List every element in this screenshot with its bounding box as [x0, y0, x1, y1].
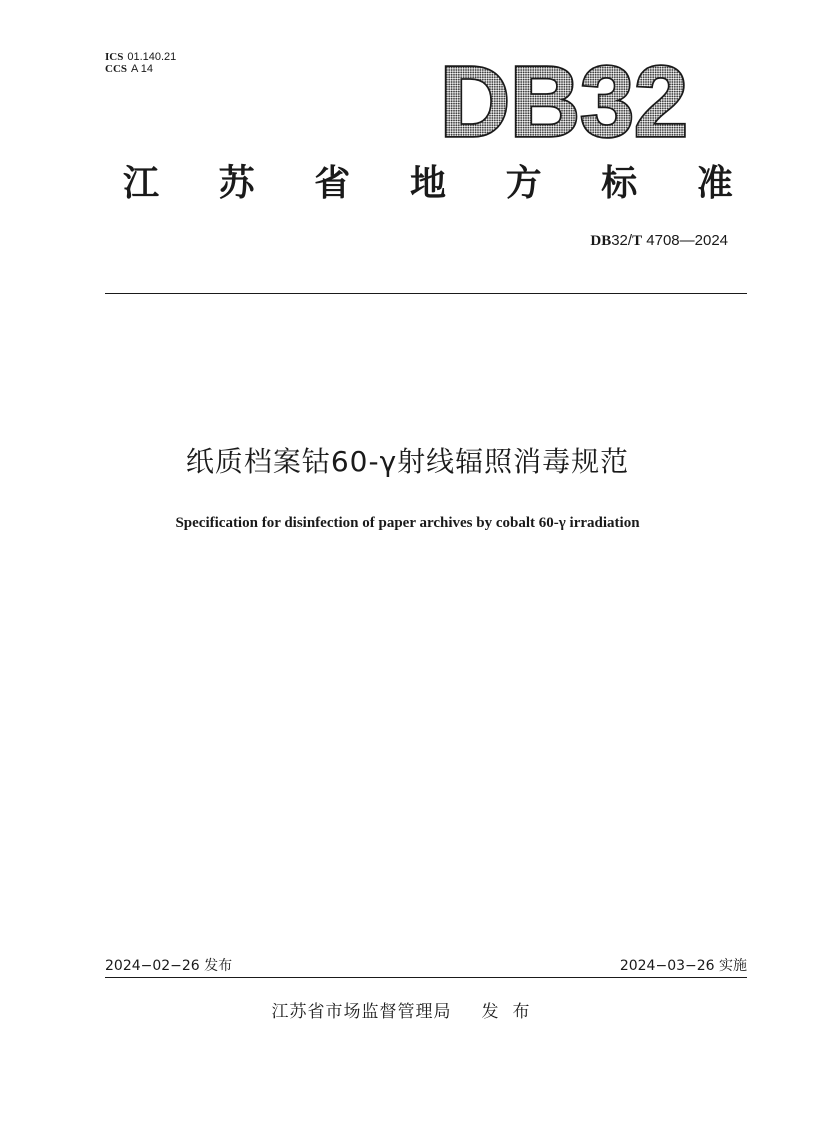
standard-type-char: 省: [314, 163, 351, 204]
standard-number-t: T: [632, 233, 643, 249]
ccs-label: CCS: [105, 63, 128, 75]
bottom-divider: [105, 977, 747, 978]
ics-code: [105, 51, 176, 63]
standard-number-prefix: DB: [590, 233, 612, 249]
ics-value: 01.140.21: [127, 51, 177, 63]
standard-type-char: 江: [122, 163, 159, 204]
ccs-value: A 14: [131, 63, 154, 75]
chinese-title: 纸质档案钴60-γ射线辐照消毒规范: [185, 445, 630, 478]
standard-number: [590, 230, 728, 251]
standard-type-title: [118, 161, 738, 211]
standard-type-char: 方: [505, 163, 542, 204]
standard-number-code: 4708—2024: [642, 232, 728, 249]
english-title: Specification for disinfection of paper archives by cobalt 60-γ irradiation: [175, 515, 640, 531]
issuer: [0, 1000, 815, 1024]
db32-logo: [436, 52, 696, 142]
implementation-date: 2024−03−26 实施: [619, 958, 747, 974]
publish-date: 2024−02−26 发布: [105, 958, 233, 974]
standard-type-char: 苏: [218, 163, 255, 204]
standard-type-char: 准: [696, 163, 733, 204]
ics-label: ICS: [105, 51, 124, 63]
standard-type-char: 标: [601, 163, 638, 204]
issuer-organization: 江苏省市场监督管理局: [271, 1002, 452, 1022]
top-divider: [105, 293, 747, 294]
ccs-code: [105, 63, 153, 75]
issuer-action: 发布: [481, 1002, 544, 1022]
standard-type-char: 地: [409, 163, 446, 204]
logo-text: DB32: [440, 52, 688, 142]
standard-number-region: 32/: [611, 232, 633, 249]
